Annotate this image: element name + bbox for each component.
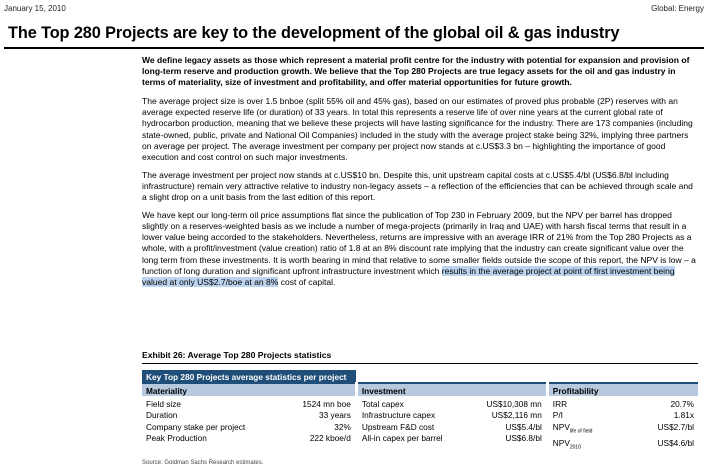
table-row: P/I 1.81x: [552, 410, 694, 421]
paragraph-npv: [142, 210, 698, 288]
table-row: Upstream F&D cost US$5.4/bl: [361, 421, 542, 432]
header-materiality: Materiality: [142, 382, 355, 396]
source-note: Source: Goldman Sachs Research estimates.: [142, 460, 264, 466]
paragraph-npv-text: We have kept our long-term oil price assumptions flat since the publication of Top 230 in February 2009, but the NPV per barrel has dropped slightly on a reserves-weighted basis as we include a number of mega-projects (primarily in Iraq and UAE) with harsh fiscal terms that result in a lower value being accorded to the stakeholders. Nevertheless, returns are impressive with an average IRR of 21% from the Top 280 Projects as a whole, with a profit/investment (value creation) ratio of 1.8 at an 8% discount rate implying that the industry can create significant value over the long term from these investments. It is worth bearing in mind that relative to some smaller fields outside the scope of this report, the NPV is low – a function of long duration and significant upfront infrastructure investment which: [142, 210, 696, 276]
lead-paragraph: We define legacy assets as those which represent a material profit centre for the industry with potential for expansion and provision of long-term reserve and production growth. We believe that the Top 280 Projects are true legacy assets for the oil and gas industry in terms of materiality, size of investment and profitability, and offer material opportunities for future growth.: [142, 55, 690, 88]
title-divider: [4, 47, 704, 49]
highlighted-text[interactable]: results in the average project at point of first investment being valued at only US$2.7/boe at an 8%: [142, 265, 675, 287]
table-row: Duration 33 years: [146, 410, 351, 421]
table-row: Infrastructure capex US$2,116 mn: [361, 410, 542, 421]
paragraph-investment: The average investment per project now stands at c.US$10 bn. Despite this, unit upstream capital costs at c.US$5.4/bl (US$6.8/bl including infrastructure) remain very attractive relative to industry non-legacy assets – a reflection of the efficiencies that can be achieved through scale and a slight drop on a unit basis from the last edition of this report.: [142, 169, 693, 203]
table-row: Peak Production 222 kboe/d: [146, 432, 351, 443]
paragraph-npv-end: cost of capital.: [278, 276, 336, 287]
profitability-column: [549, 399, 698, 454]
report-date: January 15, 2010: [4, 4, 66, 13]
exhibit-table: [142, 350, 698, 454]
investment-column: [358, 399, 546, 454]
table-row: Total capex US$10,308 mn: [361, 399, 542, 409]
table-row: IRR 20.7%: [552, 399, 694, 409]
table-row: All-in capex per barrel US$6.8/bl: [361, 432, 542, 443]
materiality-column: [142, 399, 355, 454]
header-investment: Investment: [358, 382, 546, 396]
table-body: [142, 399, 698, 454]
exhibit-title: Exhibit 26: Average Top 280 Projects statistics: [142, 350, 698, 364]
article-body: [142, 55, 698, 295]
table-row: $NPV_{2010}$ US$4.6/bl: [552, 437, 694, 451]
table-row: Field size 1524 mn boe: [146, 399, 351, 409]
table-row: Company stake per project 32%: [146, 421, 351, 432]
table-row: $NPV_{life of field}$ US$2.7/bl: [552, 421, 694, 435]
page-title: The Top 280 Projects are key to the development of the global oil & gas industry: [8, 24, 620, 42]
report-section: Global: Energy: [651, 4, 704, 13]
table-banner: Key Top 280 Projects average statistics per project: [142, 370, 356, 382]
table-header-row: [142, 382, 698, 396]
paragraph-project-size: The average project size is over 1.5 bnboe (split 55% oil and 45% gas), based on our estimates of proved plus probable (2P) reserves with an average expected reserve life (or duration) of 33 years. In total this represents a reserve life of over nine years at the current global rate of hydrocarbon production, meaning that we believe these projects will have lasting significance for the industry. There are 173 companies (including state-owned, public, private and National Oil Companies) included in the study with the average project stake being 32%, implying three partners on average per project. The average investment per company per project now stands at c.US$3.3 bn – highlighting the importance of good execution and cost control on such major investments.: [142, 96, 693, 162]
header-profitability: Profitability: [549, 382, 698, 396]
page-header: [4, 4, 704, 16]
